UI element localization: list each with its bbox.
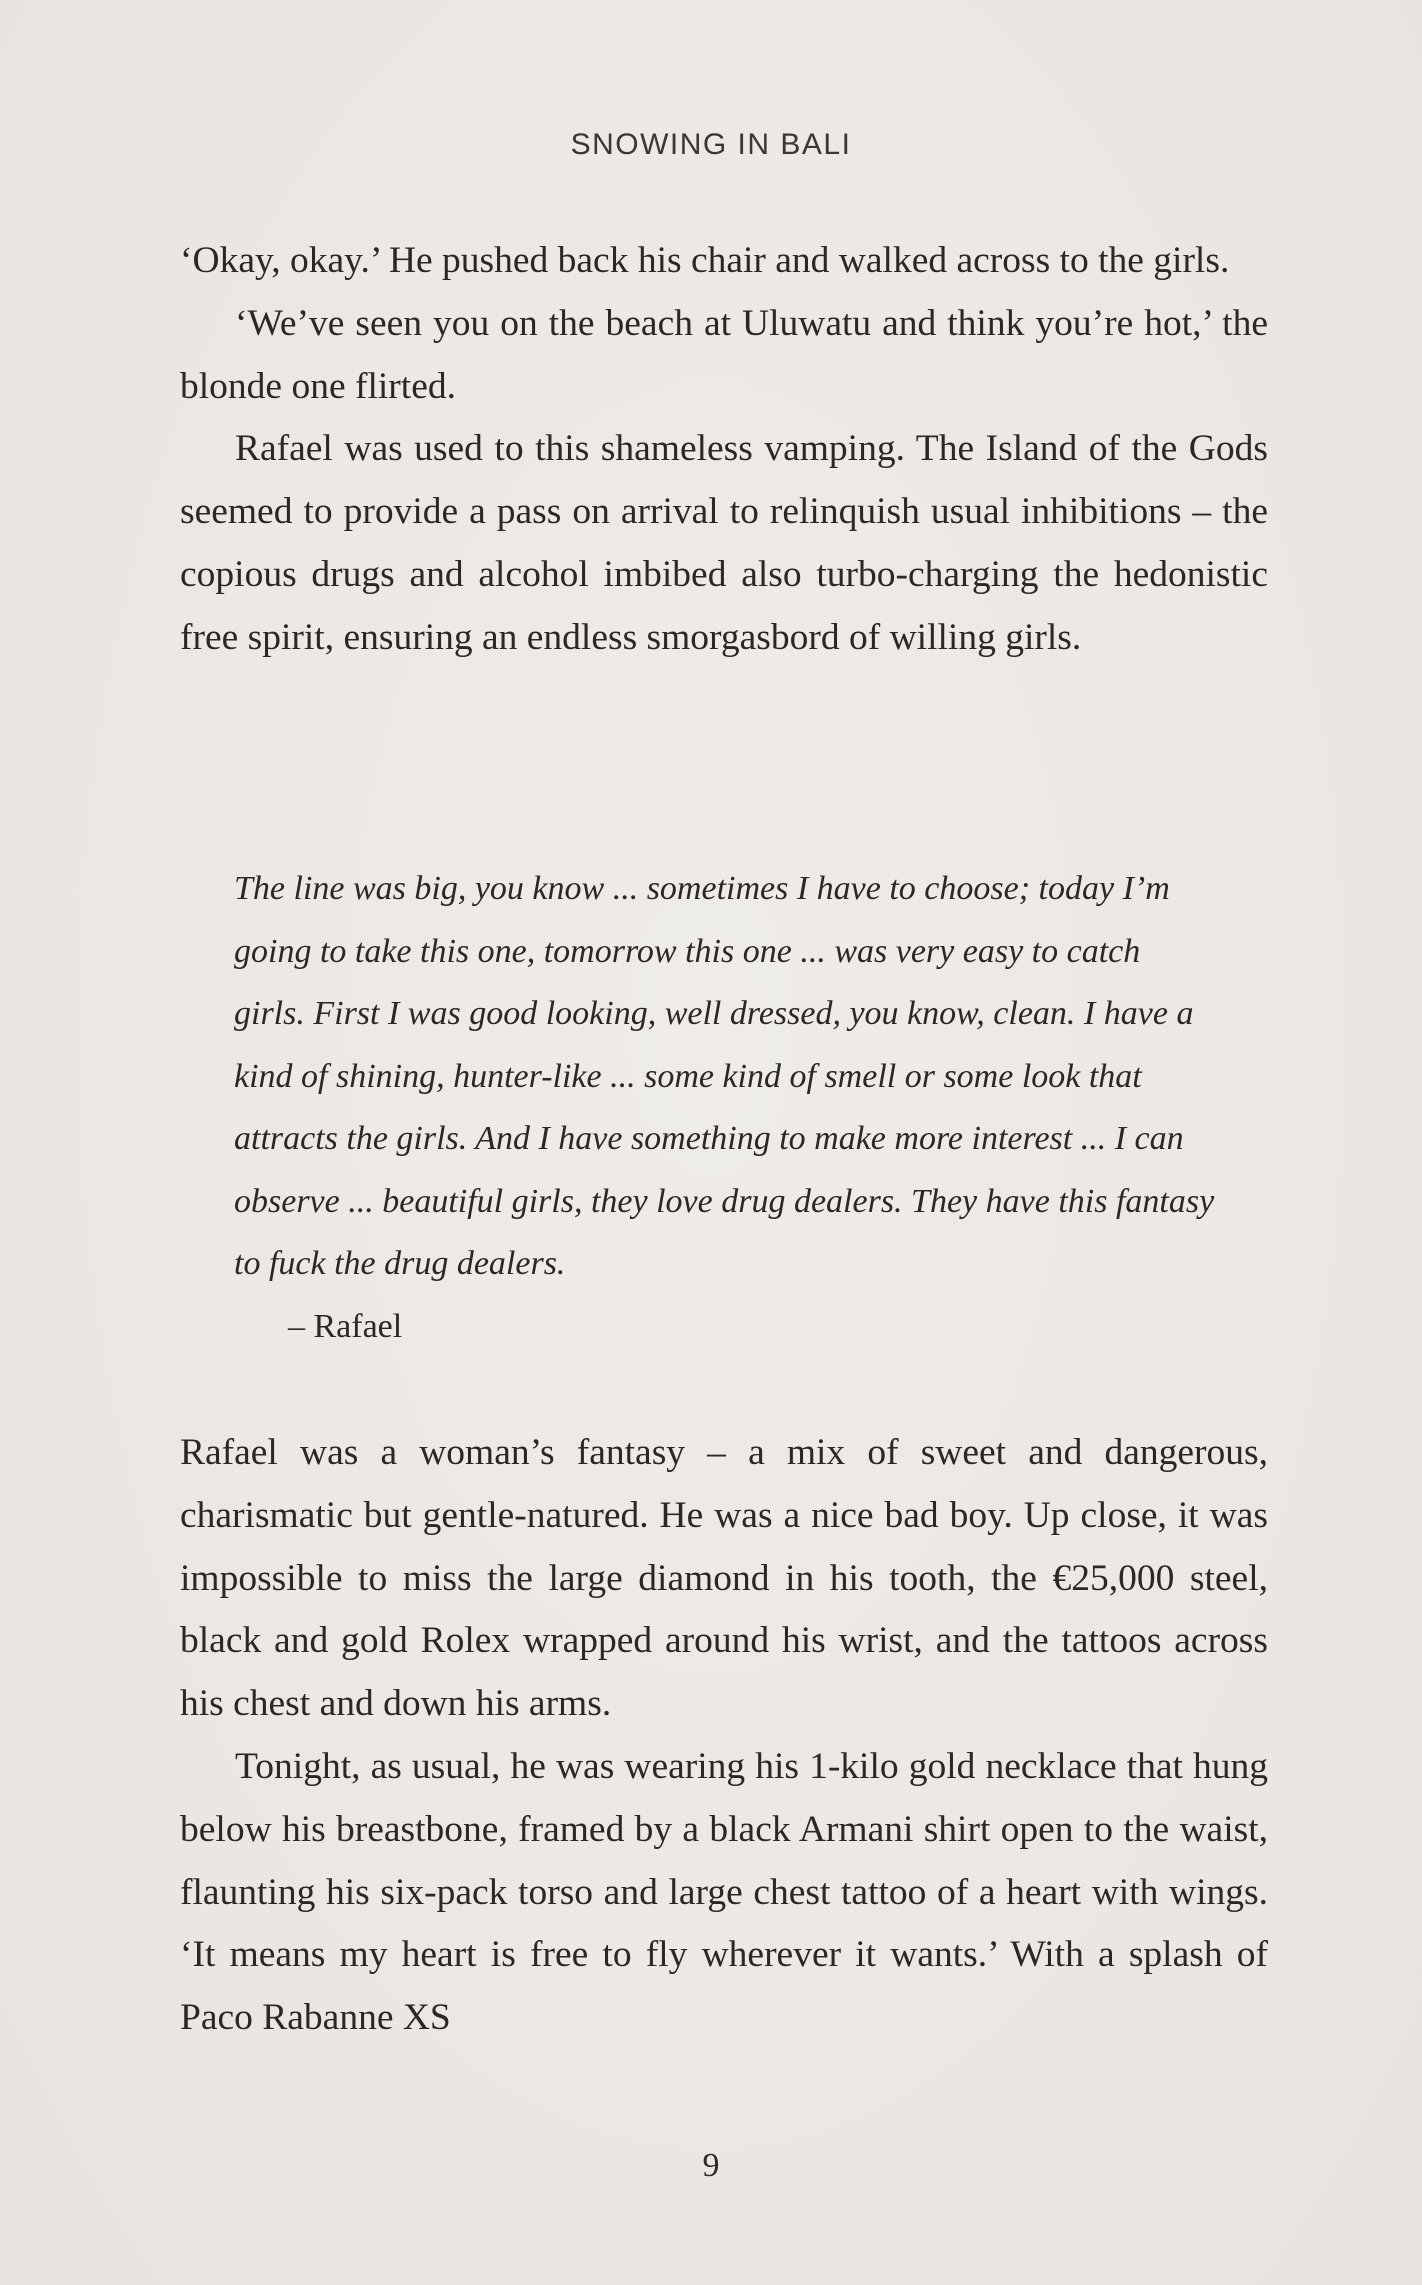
body-text-top xyxy=(180,230,1268,670)
quote-attribution: – Rafael xyxy=(288,1308,403,1345)
page-number: 9 xyxy=(702,2147,720,2184)
body-text-bottom xyxy=(180,1422,1268,2050)
running-head: SNOWING IN BALI xyxy=(570,128,852,161)
paragraph: ‘We’ve seen you on the beach at Uluwatu and think you’re hot,’ the blonde one flirted. xyxy=(180,302,1268,407)
paragraph: ‘Okay, okay.’ He pushed back his chair and walked across to the girls. xyxy=(180,240,1230,281)
paragraph: Tonight, as usual, he was wearing his 1-kilo gold necklace that hung below his breastbone, framed by a black Armani shirt open to the waist, flaunting his six-pack torso and large chest tattoo of a heart with wings. ‘It means my heart is free to fly wherever it wants.’ With a splash of Paco Rabanne XS xyxy=(180,1745,1268,2039)
quote-text: The line was big, you know ... sometimes I have to choose; today I’m going to take this one, tomorrow this one ... was very easy to catch girls. First I was good looking, well dressed, you know, clean. I have a kind of shining, hunter-like ... some kind of smell or some look that attracts the girls. And I have something to make more interest ... I can observe ... beautiful girls, they love drug dealers. They have this fantasy to fuck the drug dealers. xyxy=(234,870,1215,1282)
paragraph: Rafael was a woman’s fantasy – a mix of sweet and dangerous, charismatic but gentle-natured. He was a nice bad boy. Up close, it was impossible to miss the large diamond in his tooth, the €25,000 steel, black and gold Rolex wrapped around his wrist, and the tattoos across his chest and down his arms. xyxy=(180,1432,1268,1725)
block-quote xyxy=(234,858,1216,1296)
paragraph: Rafael was used to this shameless vamping. The Island of the Gods seemed to provide a pass on arrival to relinquish usual inhibitions – the copious drugs and alcohol imbibed also turbo-charging the hedonistic free spirit, ensuring an endless smorgasbord of willing girls. xyxy=(180,428,1268,658)
